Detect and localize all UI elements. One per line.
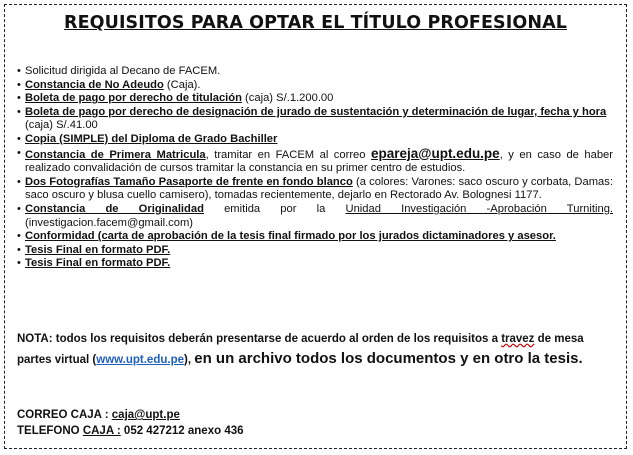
req-heading: Copia (SIMPLE) del Diploma de Grado Bachiller bbox=[25, 132, 278, 145]
req-heading: Constancia de No Adeudo bbox=[25, 78, 164, 91]
req-unit: Unidad Investigación -Aprobación Turniting. bbox=[345, 202, 614, 215]
req-heading: Tesis Final en formato PDF. bbox=[25, 243, 171, 256]
req-text: (caja) S/.1.200.00 bbox=[241, 92, 334, 105]
telefono-value: 052 427212 anexo 436 bbox=[120, 425, 244, 437]
contact-telefono bbox=[17, 425, 244, 437]
correo-email-link[interactable]: caja@upt.pe bbox=[111, 409, 180, 421]
list-item bbox=[17, 230, 613, 244]
req-text: , y en caso de haber realizado convalidación de cursos tramitar la constancia en su primer centro de estudios. bbox=[25, 148, 613, 175]
list-item bbox=[17, 203, 613, 230]
req-text: Solicitud dirigida al Decano de FACEM. bbox=[25, 65, 221, 77]
list-item bbox=[17, 79, 613, 93]
req-text: (a colores: Varones: saco oscuro y corbata, Damas: saco oscuro y blusa cuello camisero), tomadas recientemente, dejarlo en Rectorado Av. Bolognesi 1177. bbox=[25, 175, 613, 202]
correo-label: CORREO CAJA : bbox=[17, 409, 112, 421]
req-text: emitida por la bbox=[203, 202, 346, 215]
list-item bbox=[17, 147, 613, 176]
req-heading: Dos Fotografías Tamaño Pasaporte de frente en fondo blanco bbox=[25, 175, 353, 188]
req-text: (caja) S/.41.00 bbox=[25, 119, 98, 132]
req-heading: Conformidad (carta de aprobación de la tesis final firmado por los jurados dictaminadores y asesor. bbox=[25, 230, 556, 243]
nota-paragraph bbox=[17, 329, 613, 370]
list-item bbox=[17, 257, 613, 271]
req-text: (Caja). bbox=[163, 78, 201, 91]
list-item bbox=[17, 244, 613, 258]
list-item bbox=[17, 92, 613, 106]
page-title: REQUISITOS PARA OPTAR EL TÍTULO PROFESIONAL bbox=[64, 13, 567, 33]
website-link[interactable]: www.upt.edu.pe bbox=[96, 354, 184, 366]
nota-text: de mesa partes virtual ( bbox=[17, 333, 584, 366]
contact-correo bbox=[17, 409, 180, 421]
req-heading: Boleta de pago por derecho de titulación bbox=[25, 92, 242, 105]
req-heading: Boleta de pago por derecho de designación de jurado de sustentación y determinación de lugar, fecha y hora bbox=[25, 105, 607, 118]
req-text: (investigacion.facem@gmail.com) bbox=[25, 216, 194, 229]
req-heading: Constancia de Primera Matricula bbox=[25, 148, 206, 161]
email-link[interactable]: epareja@upt.edu.pe bbox=[371, 145, 500, 161]
list-item bbox=[17, 65, 613, 79]
document-frame bbox=[4, 4, 627, 449]
req-heading: Tesis Final en formato PDF. bbox=[25, 257, 171, 270]
list-item bbox=[17, 133, 613, 147]
nota-text: NOTA: todos los requisitos deberán presentarse de acuerdo al orden de los requisitos a bbox=[17, 333, 502, 345]
list-item bbox=[17, 176, 613, 203]
list-item bbox=[17, 106, 613, 133]
telefono-label-caja: CAJA : bbox=[82, 425, 121, 437]
requirements-list bbox=[17, 65, 613, 271]
req-heading: Constancia de Originalidad bbox=[25, 202, 204, 215]
nota-misspelled-word: travez bbox=[501, 333, 535, 345]
nota-emphasis: en un archivo todos los documentos y en otro la tesis. bbox=[194, 350, 583, 367]
nota-text: ), bbox=[184, 354, 195, 366]
req-text: , tramitar en FACEM al correo bbox=[205, 148, 371, 161]
telefono-label: TELEFONO bbox=[17, 425, 83, 437]
